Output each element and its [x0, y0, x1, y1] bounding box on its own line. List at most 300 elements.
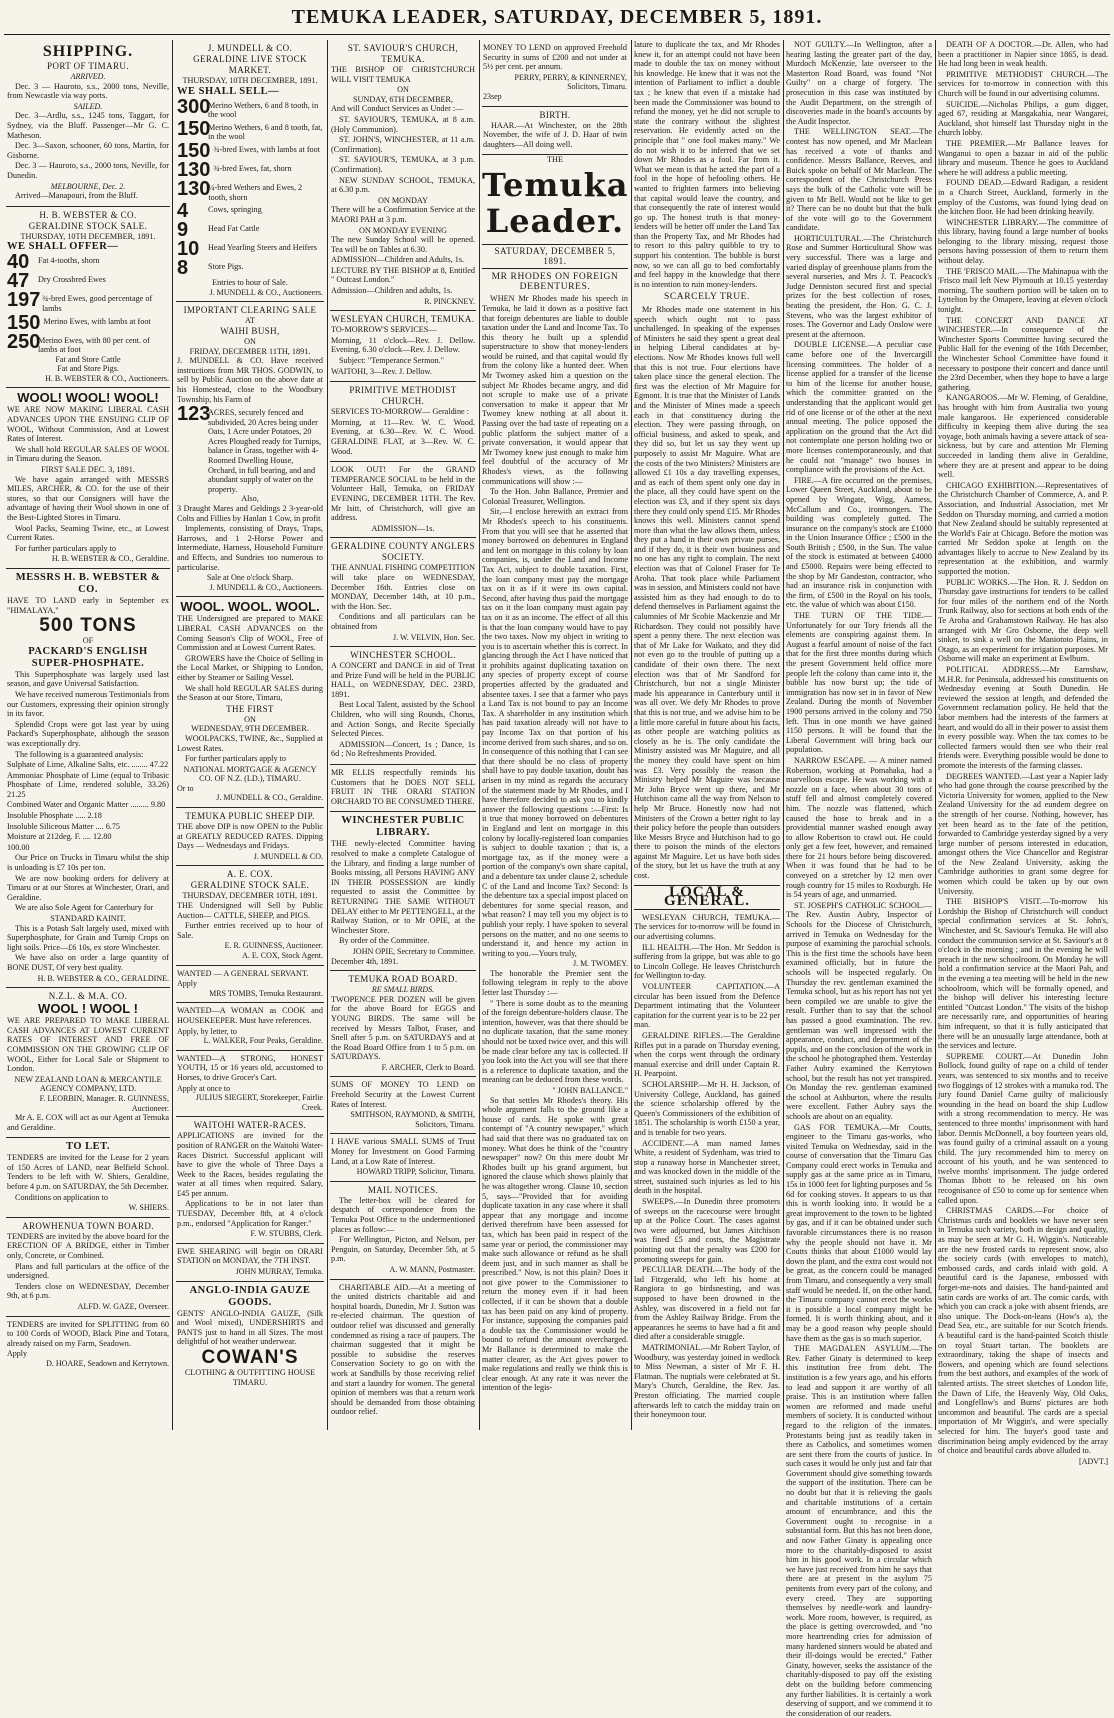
ad-heading: TO LET. [66, 1141, 110, 1153]
ad-body: We shall hold REGULAR SALES during the Season at our Store, Timaru, [177, 683, 323, 703]
ad-body: I HAVE various SMALL SUMS of Trust Money for Investment on Good Farming Land, at a Low Rate of Interest. [331, 1137, 475, 1166]
analysis-line: Combined Water and Organic Matter ......... 9.80 [7, 800, 166, 810]
tonnage-heading: 500 TONS [39, 615, 137, 637]
wanted-youth-ad [176, 1051, 324, 1118]
editorial-section [482, 155, 628, 1393]
ad-body: 3 Draught Mares and Geldings 2 3-year-old Colts and Fillies by Hanlan 1 Cow, in profit [177, 504, 323, 523]
ad-heading: WINCHESTER PUBLIC LIBRARY. [341, 815, 465, 839]
ad-body: We have again arranged with MESSRS MILES, ARCHER, & CO. for the use of their stores, so that our Consigners will have the advantage of having their Wool shown in one of the Best-Lighted Stores in Timaru. [7, 474, 169, 522]
sale-lot [7, 291, 169, 313]
ad-signature: L. WALKER, Four Peaks, Geraldine. [203, 1036, 323, 1046]
news-paragraph: ST. JOSEPH'S CATHOLIC SCHOOL.—The Rev. Austin Aubry, Inspector of Schools for the Diocese of Christchurch, arrived in Temuka on Wednesday for the purpose of examining the parochial schools. This is the first time the schools have been examined officially, but in future the schools will be inspected regularly. On Thursday the rev. gentleman examined the Temuka school, but as his report has not yet been compiled we are unable to give the result. Further than to say that the school has passed a good examination. The rev. gentleman was well impressed with the appearance, conduct, and deportment of the pupils, and on the conclusion of the work in the school he photographed them. Yesterday Father Aubry examined the Kerrytown school, but the result has not yet transpired. On Monday the rev. gentleman examined the school at Ashburton, where the results were excellent. Father Aubry says the schools are about on an equality. [786, 900, 932, 1121]
lot-description: Head Fat Cattle [208, 224, 260, 234]
letter-signature: J. M. TWOMEY. [572, 959, 628, 969]
sale-date: THURSDAY, 10TH DECEMBER, 1891. [182, 76, 318, 85]
sale-lot [177, 177, 323, 202]
lot-count: 40 [7, 251, 30, 274]
ad-body: We have received numerous Testimonials from our Customers, expressing their opinion strongly in its favor. [7, 689, 169, 719]
ad-body: This is a Potash Salt largely used, mixed with Superphosphate, for Grain and Turnip Crops on light soils. Price—£6 10s, ex store Winchester. [7, 923, 169, 952]
on-label: ON [397, 85, 409, 95]
product-heading: STANDARD KAINIT. [50, 914, 126, 923]
news-paragraph: NARROW ESCAPE. — A miner named Robertson, working at Pomahaka, had a marvellous escape. He was working with a nozzle on a face, when about 30 tons of stuff fell and almost completely covered him. The nozzle was flattened, which caused the hose to break and in a providential manner washed enough away to allow Robertson to crawl out. He could only get a few feet, however, and remained there for 21 hours before being discovered. When it was found that he had to be conveyed on a stretcher by 12 men over rough country for 15 miles to Roxburgh. He is 54 years of age, and unmarried. [786, 755, 932, 900]
article-paragraph: WHEN Mr Rhodes made his speech in Temuka, he laid it down as a positive fact that foreign debentures are liable to double taxation under the Land and Income Tax. To this theory he built up a splendid superstructure to show that money-lenders would be ruined, and that capital would fly from the colony like a hunted deer. When Mr Twomey asked him a question on the subject Mr Rhodes became angry, and did not scruple to make use of a private conversation to make it appear that Mr Twomey knew nothing at all about it. Passing over the bad taste of repeating on a public platform the subject matter of a private conversation, it would appear that Mr Twomey knew just enough to make him feel doubtful of the accuracy of Mr Rhodes's views, as the following communications will show :— [482, 294, 628, 486]
ad-body: GENTS' ANGLO-INDIA GAUZE, (Silk and Wool mixed), UNDERSHIRTS and PANTS just to hand in all Sizes. The most delightful of hot weather underwear. [177, 1308, 323, 1347]
ad-body: ADMISSION—Concert, 1s ; Dance, 1s 6d ; No Refreshments Provided. [331, 739, 475, 759]
ad-body: THE above DIP is now OPEN to the Public at GREATLY REDUCED RATES. Dipping Days — Wednesdays and Fridays. [177, 822, 323, 851]
lot-description: ¼-bred Wethers and Ewes, 2 tooth, shorn [208, 182, 303, 202]
clearing-sale-ad [176, 302, 324, 597]
mundell-wool-ad [176, 597, 324, 808]
service-entry: ST. SAVIOUR'S, TEMUKA, at 8 a.m. (Holy Communion). [331, 114, 475, 134]
news-paragraph: VOLUNTEER CAPITATION.—A circular has been issued from the Defence Department intimating that the Volunteer capitation for the current year is to be 22 per man. [634, 982, 780, 1030]
ad-body: WE ARE PREPARED TO MAKE LIBERAL CASH ADVANCES AT LOWEST CURRENT RATES OF INTEREST AND FREE OF COMMISSION ON THE GROWING CLIP OF WOOL, Either for Local Sale or Shipment to London. [7, 1016, 169, 1074]
ad-body: Our Price on Trucks in Timaru whilst the ship is unloading is £7 10s per ton. [7, 853, 169, 873]
notice-date: December 4th, 1891. [331, 956, 399, 966]
admission-line: ADMISSION—Children and Adults, 1s. [331, 255, 465, 265]
mundell-livestock-ad [176, 40, 324, 302]
company-name: NEW ZEALAND LOAN & MERCANTILE AGENCY COMPANY, LTD. [14, 1074, 162, 1094]
entries-note: Entries to hour of Sale. [212, 278, 288, 288]
ad-body: THE Undersigned are prepared to MAKE LIBERAL CASH ADVANCES on the Coming Season's Clip of WOOL, Free of Commission and at Lowest Current Rates. [177, 614, 323, 653]
ad-body: And will Conduct Services as Under :— [331, 104, 464, 114]
port-heading: PORT OF TIMARU. [47, 61, 129, 71]
article-paragraph: So that settles Mr Rhodes's theory. His whole argument falls to the ground like a house of cards. He spoke with great contempt of "A country newspaper," which had said that there was no graduated tax on money. What does he think of the "country newspaper" now? On this mere doubt Mr Rhodes built up his grand argument, but ignored the clause which shows plainly that he was altogether wrong. Clause 10, section 5, says—"Provided that for avoiding duplicate taxation in any case where it shall appear that any mortgage and income derived therefrom have been assessed for tax, which has been paid in respect of the same year or period, the commissioner may make such allowance or refund as he shall deem just, and in such manner as shall be prescribed." Now, is not this plain? Does it not give power to the Commissioner to return the money even if it had been collected, if it can be shown that a double tax has been paid on any kind of property. For instance, supposing the companies paid a double tax the Commissioner would be bound to refund the amount overcharged. Mr Ballance is determined to make the matter clearer, as the Act gives power to make regulations and really we think this is clear enough. At any rate it was never the intention of the legis- [482, 1095, 628, 1393]
phosphate-ad [6, 569, 170, 988]
ad-heading: N.Z.L. & M.A. CO. [48, 991, 128, 1002]
sale-date: THURSDAY, 10TH DECEMBER, 1891. [20, 231, 156, 241]
sale-lot [7, 253, 169, 272]
ad-heading: MAIL NOTICES. [367, 1184, 439, 1195]
lot-count: 9 [177, 219, 189, 242]
article-heading: SCARCELY TRUE. [663, 292, 751, 303]
ad-body: Applications to be in not later than TUESDAY, December 8th, at 4 o'clock p.m., endorsed "Application for Ranger." [177, 1199, 323, 1228]
sale-time: Sale at One o'clock Sharp. [206, 573, 294, 583]
nzl-wool-ad [6, 988, 170, 1138]
analysis-line: Moisture at 212deg. F. .... 12.80 [7, 832, 112, 842]
ad-heading: TEMUKA ROAD BOARD. [348, 974, 458, 985]
ad-body: WOOLPACKS, TWINE, &c., Supplied at Lowest Rates. [177, 733, 323, 753]
sale-date: FRIDAY, DECEMBER 11TH, 1891. [189, 346, 311, 356]
store-name: COWAN'S [201, 1347, 299, 1368]
news-paragraph: POLITICAL ADDRESS.—Mr Earnshaw, M.H.R. for Peninsula, addressed his constituents on Wednesday evening at South Dunedin. He reviewed the session at length, and defended the Government reclamation policy. He held that the labor members had the interests of the farmers at heart, and would do all in their power to assist them in every possible way. When the tax comes to be collected farmers would then see who their real friends were. Everything possible would be done to promote the interests of the farming classes. [938, 665, 1108, 770]
sale-lot [177, 405, 323, 494]
news-paragraph: ACCIDENT.—A man named James White, a resident of Sydenham, was tried to stop a runaway horse in Manchester street, and was knocked down in the middle of the street, sustained such injuries as led to his death in the hospital. [634, 1138, 780, 1196]
sailing-entry: Dec. 3—Saxon, schooner, 60 tons, Martin, for Gisborne. [7, 141, 169, 160]
column-5 [634, 40, 780, 1432]
shipping-title: SHIPPING. [42, 43, 134, 60]
lot-count: 47 [7, 270, 30, 293]
sheep-dip-ad [176, 808, 324, 866]
sale-lead: WE SHALL SELL— [177, 85, 280, 97]
news-paragraph: SWEEPS.—In Dunedin three promoters of sweeps on the racecourse were brought up at the Police Court. The cases against two were adjourned, but James Aitchison was fined £5 and costs, the Magistrate pointing out that the penalty was £200 for promoting sweeps for gain. [634, 1197, 780, 1264]
sale-lot [7, 330, 169, 355]
ad-body: HAAR.—At Winchester, on the 28th November, the wife of J. D. Haar of twin daughters—All doing well. [483, 120, 627, 149]
admission-line: Admission—Children and adults, 1s. [331, 286, 453, 296]
ad-body: Conditions on application to [15, 1192, 109, 1202]
news-paragraph: GAS FOR TEMUKA.—Mr Coutts, engineer to the Timaru gas-works, who visited Temuka on Wednesday, said in the course of conversation that the Timaru Gas Company could erect works in Temuka and supply gas at the same price as in Timaru, 15s in 1000 feet for lighting purposes and 5s 6d for cooking stoves. It appears to us that this is worth looking into. It would be a great improvement to the town to be lighted by gas, and if it can be obtained under such favorable circumstances there is no reason why the people should not have it. Mr Coutts thinks that about £1000 would lay down the plant, and the extra cost would not be great, as the concern could be managed from Timaru, and consequently a very small staff would be needed. If, on the other hand, the Timaru company cannot erect the works it is possible a local company might be formed. It is worth thinking about, and it may be a good reason why people should have them as the gas is so much superior. [786, 1122, 932, 1343]
column-rule [631, 40, 632, 1430]
ad-body: The new Sunday School will be opened. Tea will be on Tables at 6.30. [331, 235, 475, 254]
ad-body: J. MUNDELL & CO. Have received instructions from MR THOS. GODWIN, to sell by Public Auction on the above date at his Homestead, close to the Woodbury Township, his Farm of [177, 356, 323, 404]
ad-signature: F. W. STUBBS, Clerk. [250, 1229, 323, 1239]
birth-notice [482, 107, 628, 156]
ad-body: TWOPENCE PER DOZEN will be given for the above Board for EGGS and YOUNG BIRDS. The same will be received by Messrs Talbot, Fraser, and Snell after 5 p.m. on SATURDAYS and at the Road Board Office from 1 to 5 p.m. on SATURDAYS. [331, 994, 475, 1062]
ad-signature: J. MUNDELL & CO., Geraldine. [216, 793, 323, 803]
sale-lot [177, 202, 323, 221]
the-label: THE [547, 155, 563, 165]
mail-notices [330, 1182, 476, 1280]
advertisement-marker: [ADVT.] [1079, 1456, 1108, 1466]
ad-signature: SMITHSON, RAYMOND, & SMITH, Solicitors, Timaru. [350, 1110, 475, 1129]
masthead: TEMUKA LEADER, SATURDAY, DECEMBER 5, 1891. [291, 6, 823, 28]
ad-body: APPLICATIONS are invited for the position of RANGER on the Waitohi Water-Races District. Successful applicant will have to give the whole of Three Days a Week to the Races, besides regulating the water at all times when required. Salary, £45 per annum. [177, 1131, 323, 1198]
ad-body: Plans and full particulars at the office of the undersigned. [7, 1261, 169, 1281]
webster-stock-sale-ad [6, 207, 170, 389]
ad-body: Tenders close on WEDNESDAY, December 9th, at 6 p.m. [7, 1281, 169, 1301]
newspaper-title: Temuka Leader. [482, 165, 629, 240]
ad-body: Splendid Crops were got last year by using Packard's Superphosphate, although the season was exceptionally dry. [7, 719, 169, 748]
ad-body: By order of the Committee. [339, 936, 430, 946]
on-label: ON [244, 714, 256, 724]
news-paragraph: THE 'FRISCO MAIL.—The Mahinapua with the 'Frisco mail left New Plymouth at 10.15 yesterday morning. The southern portion will be taken on to Lyttelton by the Omapere, leaving at eleven o'clock tonight. [938, 266, 1108, 315]
first-label: THE FIRST [226, 703, 274, 714]
ad-body: We shall hold REGULAR SALES OF WOOL in Timaru during the Season. [7, 444, 169, 464]
ad-body: THE newly-elected Committee having resolved to make a complete Catalogue of the Library, and finding a large number of Books missing, all Persons HAVING ANY IN THEIR POSSESSION are kindly requested to assist the Committee by RETURNING THE SAME WITHOUT DELAY either to Mr PETTENGELL, at the Railway Station, or to Mr OPIE, at the Winchester Store. [331, 839, 475, 935]
lot-count: 130 [177, 158, 211, 181]
ad-signature: J. W. VELVIN, Hon. Sec. [392, 632, 475, 642]
lot-description: Store Pigs. [208, 262, 244, 272]
analysis-line: Sulphate of Lime, Alkaline Salts, etc. ........ 47.22 [7, 760, 169, 770]
ad-body: SERVICES TO-MORROW— Geraldine : [331, 407, 469, 417]
arrival-entry: Dec. 3 — Hauroto, s.s., 2000 tons, Neville, from Newcastle via way ports. [7, 81, 169, 101]
apply-label: Apply [177, 979, 197, 989]
to-let-ad [6, 1138, 170, 1218]
ad-body: The letter-box will be cleared for despatch of correspondence from the Temuka Post Office to the undermentioned places as follow:— [331, 1195, 475, 1234]
news-paragraph: MATRIMONIAL.—Mr Robert Taylor, of Woodbury, was yesterday joined in wedlock to Miss Newman, a sister of Mr F. H. Flatman. The nuptials were celebrated at St. Mary's Church, Geraldine, the Rev. Jas. Preston officiating. The married couple afterwards left to catch the midday train on their honeymoon tour. [634, 1342, 780, 1420]
sale-lead: WE SHALL OFFER— [7, 241, 119, 253]
ad-signature: PERRY, PERRY, & KINNERNEY, Solicitors, Timaru. [514, 72, 627, 92]
ad-subheading: GERALDINE STOCK SALE. [190, 880, 310, 891]
ad-body: Further entries received up to hour of Sale. [177, 921, 323, 940]
ad-body: The following is a guaranteed analysis: [15, 749, 144, 759]
ad-signature: W. SHIERS. [128, 1203, 169, 1213]
ad-heading: WOOL! WOOL! WOOL! [17, 390, 159, 406]
ad-body: We are also Sole Agent for Canterbury for [15, 903, 154, 913]
news-paragraph: FIRE.—A fire occurred on the premises, Lower Queen Street, Auckland, about to be opened by Wingate, Wigg, Aamess, McCallum and Co., ironmongers. The building was completely gutted. The insurance on the company's stock are £1000 in the Union Insurance Office ; £500 in the South British ; £500, in the Sun. The value of the stock is estimated at between £4000 and £5000. Repairs were being effected to the shop by Mr Gandeston, contractor, who had an insurance risk in conjunction with the firm, of £500 in the Royal on his tools, etc. the value of which was about £150. [786, 475, 932, 610]
sale-date: THURSDAY, DECEMBER 10TH, 1891. [182, 891, 318, 901]
lot-count: 197 [7, 289, 41, 312]
ad-body: Best Local Talent, assisted by the School Children, who will sing Rounds, Chorus, and Action Songs, and Recite Specially Selected Pieces. [331, 700, 475, 739]
ad-body: TENDERS are invited for SPLITTING from 60 to 100 Cords of WOOD, Black Pine and Totara, already raised on my Farm, Seadown. [7, 1319, 169, 1348]
ad-subheading: GERALDINE STOCK SALE. [28, 220, 148, 231]
apply-label: Apply [7, 1349, 27, 1359]
ad-signature: E. R. GUINNESS, Auctioneer. [224, 941, 323, 951]
column-2 [176, 40, 324, 1432]
news-paragraph: NOT GUILTY.—In Wellington, after a hearing lasting the greater part of the day, Murdoch McKenzie, late overseer to the Masterton Road Board, was found "Not Guilty" on a charge of forgery. The prosecution in this case was instituted by the Audit Department, on the strength of discoveries made in the board's accounts by the Audit Inspector. [786, 40, 932, 126]
event-subheading: ON MONDAY EVENING [358, 225, 448, 235]
service-entry: Morning, at 11—Rev. W. C. Wood. Evening, at 6.30—Rev. W. C. Wood. GERALDINE FLAT, at 3—Rev. W. C. Wood. [331, 417, 475, 456]
ad-heading: WINCHESTER SCHOOL. [350, 650, 456, 661]
lot-description: ¾-bred Ewes, fat, shorn [213, 163, 292, 173]
telegram-signature: " JOHN BALLANCE." [552, 1086, 628, 1095]
analysis-total: 100.00 [7, 842, 30, 852]
sale-lot [177, 95, 323, 120]
local-general-heading: LOCAL & GENERAL. [634, 885, 780, 910]
news-paragraph: THE WELLINGTON SEAT.—The contest has now opened, and Mr Maclean has received a vote of thanks and confidence. Messrs Ballance, Reeves, and Buick spoke on behalf of Mr Maclean. The correspondent of the Christchurch Press says the bulk of the Catholic vote will be given to Mr Bell. Would not be like to get it? There can be no doubt but that the bulk of the vote will go to the Government candidate. [786, 127, 932, 233]
ad-body: TO-MORROW'S SERVICES— [331, 325, 437, 335]
ad-subheading: GERALDINE LIVE STOCK MARKET. [193, 54, 307, 75]
lot-count: 150 [177, 117, 211, 140]
editorial-dateline: SATURDAY, DECEMBER 5, 1891. [482, 244, 628, 269]
gauze-goods-ad [176, 1282, 324, 1392]
ad-reference: 23sep [483, 91, 502, 101]
lot-count: 8 [177, 257, 189, 280]
church-visit-notice [330, 40, 476, 311]
ad-signature: JOHN MURRAY, Temuka. [235, 1267, 323, 1277]
shearing-ad [176, 1244, 324, 1282]
ellis-notice [330, 765, 476, 812]
analysis-line: Insoluble Siliceous Matter .... 6.75 [7, 821, 121, 831]
town-board-ad [6, 1218, 170, 1317]
ad-body: HAVE TO LAND early in September ex "HIMALAYA," [7, 595, 169, 615]
service-entry: ST. JOHN'S, WINCHESTER, at 11 a.m. (Confirmation). [331, 135, 475, 154]
ad-signature: H. B. WEBSTER & CO., Geraldine. [51, 554, 169, 564]
lot-description: ¾-bred Ewes, with lambs at foot [213, 144, 321, 154]
lot-count: 300 [177, 95, 211, 118]
on-label: ON [244, 336, 256, 346]
lot-description: Merino Wethers, 6 and 8 tooth, in the wool [208, 100, 319, 120]
ad-body: There will be a Confirmation Service at the MAORI PAH at 3 p.m. [331, 205, 475, 224]
ad-body: THE Undersigned will Sell by Public Auction— CATTLE, SHEEP, and PIGS. [177, 901, 323, 920]
news-paragraph: THE PREMIER.—Mr Ballance leaves for Wanganui to open a bazaar in aid of the public library and museum. Thence he goes to Auckland where he will address a public meeting. [938, 138, 1108, 177]
cox-stock-sale-ad [176, 866, 324, 965]
lot-count: 150 [177, 139, 211, 162]
news-item [330, 1280, 476, 1422]
ad-signature: R. PINCKNEY. [424, 296, 475, 306]
ad-heading: PRIMITIVE METHODIST CHURCH. [349, 385, 457, 407]
ad-signature: MRS TOMBS, Temuka Restaurant. [209, 988, 323, 998]
ad-heading: A. E. COX. [226, 869, 274, 880]
ad-subheading: RE SMALL BIRDS. [371, 985, 435, 995]
column-7 [938, 40, 1108, 1466]
lecture-line: LECTURE BY THE BISHOP at 8, Entitled " Outcast London." [331, 265, 475, 285]
article-paragraph: " There is some doubt as to the meaning of the foreign debenture-holders clause. The intention, however, was that there should be no duplicate taxation, that the same money should not be taxed twice over, and this will be made clear before any tax is collected. If you look into the Act you will see that there is a reference to duplicate taxation, and the meaning can be deduced from these words. [482, 998, 628, 1085]
news-paragraph: THE MAGDALEN ASYLUM.—The Rev. Father Ginaty is determined to keep this institution free from debt. The institution is a few years ago, and his efforts to lead and support it are worthy of all praise. This is an institution where fallen women are reformed and made useful members of society. It is conducted without regard to the religion of the inmates. Protestants being just as readily taken in there as Catholics, and sometimes women are sent there from the courts of justice. In such cases it would be only just and fair that Government should give something towards the support of the institution. There can be no doubt but that it is relieving the gaols and charitable institutions of a certain amount of encumbrance, and this the Government ought to recognise in a substantial form. But this has not been done, and now Father Ginaty is appealing once more to the charitably-disposed to assist him in his good work. In a circular which we have just received from him he says that there are at present in the asylum 75 penitents from every part of the colony, and every creed. They are supporting themselves by needle-work and laundry-work. More room, however, is required, as the place is getting overcrowded, and "no more heartrending cries for admission of many hardened sinners would be abated and their ill-doings would be erected." Father Ginaty, however, seeks the assistance of the charitably-disposed to pay off the existing debt on the building before commencing any further liabilities. It is certainly a work deserving of support, and we commend it to the consideration of our readers. [786, 1344, 932, 1718]
news-paragraph: CHARITABLE AID.—At a meeting of the united districts charitable aid and hospital boards, Dunedin, Mr J. Sutton was re-elected chairman. The question of outdoor relief was discussed and generally condemned as rising a race of paupers. The chairman suggested that it might be possible to subsidise the reserves Conservation Society to go on with the work at Sandhills by those receiving relief and start a laundry for women. The general opinion of members was that a return work should be demanded from those obtaining outdoor relief. [331, 1282, 475, 1417]
sale-lot [177, 259, 323, 278]
ad-signature: F. LEORBIN, Manager. R. GUINNESS, Auctioneer. [39, 1093, 169, 1113]
news-paragraph: DEGREES WANTED.—Last year a Napier lady who had gone through the course prescribed by the Victoria University for women, applied to the New Zealand University for the ad eundem degree on the strength of her course. Nothing, however, has yet been heard as to the fate of the petition, forwarded to Cambridge yesterday signed by a very large number of persons interested in education, amongst others the Vice Chancellor and Registrar of the New Zealand University, asking the Cambridge authorities to grant some degree for women which could be taken up by our own University. [938, 771, 1108, 896]
lot-description: Cows, springing [208, 205, 262, 215]
event-date: SUNDAY, 6TH DECEMBER, [352, 94, 454, 104]
column-rule [479, 40, 480, 1430]
ad-heading: H. B. WEBSTER & CO. [39, 209, 137, 220]
event-subheading: ON MONDAY [378, 195, 428, 205]
analysis-line: Insoluble Phosphate ..... 2.18 [7, 811, 102, 821]
news-paragraph: DEATH OF A DOCTOR.—Dr. Allen, who had been a practitioner in Napier since 1865, is dead. He had long been in weak health. [938, 40, 1108, 69]
ad-heading: GERALDINE COUNTY ANGLERS SOCIETY. [331, 541, 475, 563]
primitive-methodist-notice [330, 382, 476, 462]
column-rule [327, 40, 328, 1430]
article-paragraph: To the Hon. John Ballance, Premier and Colonial Treasurer, Wellington. [482, 487, 628, 506]
news-paragraph: PUBLIC WORKS.—The Hon. R. J. Seddon on Thursday gave instructions for tenders to be called for four miles of the northern end of the North Trunk Railway, also for sections at both ends of the Te Aroha and Grahamstown Railway. He has also arranged with Mr Gro Osborne, the deep well sinker, to sink a well on the Maniototo Plains, in Otago, as an experiment for irrigation purposes. Mr Osborne will make an experiment at Ewlburn. [938, 577, 1108, 664]
arrived-label: ARRIVED. [70, 72, 106, 81]
melbourne-dateline: MELBOURNE, Dec. 2. [50, 181, 126, 191]
news-paragraph: WESLEYAN CHURCH, TEMUKA.—The services for to-morrow will be found in our advertising columns. [634, 912, 780, 942]
trust-money-ad [330, 1134, 476, 1181]
ad-signature: H. B. WEBSTER & CO., GERALDINE. [37, 973, 169, 983]
lot-count: 123 [177, 403, 211, 426]
ad-body: Conditions and all particulars can be obtained from [331, 612, 475, 631]
news-paragraph: KANGAROOS.—Mr W. Fleming, of Geraldine, has brought with him from Australia two young male kangaroos. He experienced considerable difficulty in keeping them alive during the sea voyage, both animals having a severe attack of sea-sickness, but by care and attention Mr Fleming succeeded in landing them alive in Geraldine, where they are at present and appear to be doing well. [938, 393, 1108, 480]
news-paragraph: WINCHESTER LIBRARY.—The committee of this library, having found a large number of books belonging to the library missing, request those persons having possession of them to return them without delay. [938, 217, 1108, 266]
melbourne-entry: Arrived—Manapouri, from the Bluff. [15, 191, 138, 201]
article-heading: MR RHODES ON FOREIGN DEBENTURES. [491, 272, 619, 292]
sale-lot [177, 117, 323, 142]
ad-body: EWE SHEARING will begin on ORARI STATION on MONDAY, the 7TH INST. [177, 1246, 323, 1266]
ad-body: TENDERS are invited for the Lease for 2 years of 150 Acres of LAND, near Belfield School. Tenders to be left with W. Shiers, Geraldine, before 4 p.m. on SATURDAY, the 5th December. [7, 1153, 169, 1192]
store-subtitle: CLOTHING & OUTFITTING HOUSE TIMARU. [184, 1368, 316, 1387]
news-paragraph: CHICAGO EXHIBITION.—Representatives of the Christchurch Chamber of Commerce, A. and P. Association, and Industrial Association, met Mr Seddon on Thursday morning, and carried a motion that New Zealand should be suitably represented at the World's Fair at Chicago. Before the motion was carried Mr Seddon spoke at length on the advantages likely to accrue to New Zealand by its representation at the exhibition, and warmly supported the motion. [938, 480, 1108, 577]
article-paragraph: The honorable the Premier sent the following telegram in reply to the above letter last Thursday :— [482, 968, 628, 998]
lot-description: Head Yearling Steers and Heifers [208, 243, 317, 253]
ad-body: THE ANNUAL FISHING COMPETITION will take place on WEDNESDAY, December 16th. Entries close on MONDAY, December 14th, at 10 p.m., with the Hon. Sec. [331, 563, 475, 611]
ad-body: This Superphosphate was largely used last season, and gave Universal Satisfaction. [7, 669, 169, 689]
ad-body: GROWERS have the Choice of Selling in the Local Market, or Shipping to London, either by Steamer or Sailing Vessel. [177, 653, 323, 682]
column-rule [783, 40, 784, 1430]
ad-signature: J. MUNDELL & CO., Auctioneers. [209, 582, 323, 592]
news-paragraph: DOUBLE LICENSE.—A peculiar case came before one of the Invercargill licensing committees. The holder of a license applied for a transfer of the license to him of the license for another house, which the committee granted on the understanding that the applicant would get rid of one license or of the other at the next annual meeting. The police opposed the application on the ground that the Act did not contemplate one person holding two or more licenses contemporaneously, and that he could not "manage" two houses in compliance with the provisions of the Act. [786, 340, 932, 475]
column-rule [935, 40, 936, 1430]
ad-body: TENDERS are invited by the above board for the ERECTION OF A BRIDGE, either in Timber only, Concrete, or Combined. [7, 1231, 169, 1261]
ad-heading: J. MUNDELL & CO. [207, 43, 293, 53]
apply-label: Apply, by letter, to [177, 1026, 237, 1036]
ad-body: We have also on order a large quantity of BONE DUST, Of very best quality. [7, 953, 169, 972]
lot-count: 250 [7, 330, 41, 353]
ad-heading: IMPORTANT CLEARING SALE [183, 305, 317, 316]
service-entry: Morning, 11 o'clock—Rev. J. Dellow. Evening, 6.30 o'clock—Rev. J. Dellow. [331, 335, 475, 355]
news-paragraph: ILL HEALTH.—The Hon. Mr Seddon is suffering from la grippe, but was able to go to Lincoln College. He leaves Christchurch for Wellington to-day. [634, 942, 780, 981]
lot-description: ACRES, securely fenced and subdivided, 20 Acres being under Oats, 1 Acre under Potatoes, 20 Acres Ploughed ready for Turnips, balance in Grass, together with 4-Roomed Dwelling House, Orchard, in full bearing, and and abundant supply of water on the property. [208, 408, 322, 494]
news-paragraph: GERALDINE RIFLES.—The Geraldine Rifles put in a parade on Thursday evening, when the corps went through the ordinary manual exercise and drill under Captain R. H. Pearpoint. [634, 1030, 780, 1079]
ad-body: For further particulars apply to [185, 754, 286, 764]
lot-description: Merino Ewes, with lambs at foot [43, 316, 151, 326]
sailing-entry: Dec. 3 — Hauroto, s.s., 2000 tons, Neville, for Dunedin. [7, 161, 169, 180]
library-notice [330, 812, 476, 971]
news-paragraph: PRIMITIVE METHODIST CHURCH.—The services for to-morrow in connection with this Church will be found in our advertising columns. [938, 69, 1108, 98]
at-label: AT [244, 316, 255, 326]
ad-body: Mr A. E. COX will act as our Agent at Temuka and Geraldine. [7, 1113, 169, 1132]
admission-line: ADMISSION—1s. [371, 523, 435, 533]
ad-signature: JOHN OPIE, Secretary to Committee. [352, 946, 475, 956]
ad-signature: ALFD. W. GAZE, Overseer. [77, 1302, 169, 1311]
column-rule [172, 40, 173, 1430]
money-lending-ad [330, 1077, 476, 1134]
lot-count: 130 [177, 177, 211, 200]
ad-signature: A. W. MANN, Postmaster. [389, 1264, 475, 1274]
wanted-cook-ad [176, 1003, 324, 1050]
masthead-rule [4, 34, 1110, 35]
service-entry: NEW SUNDAY SCHOOL, TEMUKA, at 6.30 p.m. [331, 175, 475, 195]
lot-description: Fat and Store Cattle [55, 354, 121, 364]
ad-body: WANTED—A WOMAN as COOK and HOUSEKEEPER. Must have references. [177, 1006, 323, 1025]
ad-heading: MESSRS H. B. WEBSTER & CO. [15, 571, 161, 595]
temperance-social-ad [330, 462, 476, 538]
service-entry: ST. SAVIOUR'S, TEMUKA, at 3 p.m. (Confirmation). [331, 155, 475, 174]
ad-signature: A. E. COX, Stock Agent. [242, 951, 323, 960]
ad-body: MONEY TO LEND on approved Freehold Security in sums of £200 and not under at 5½ per cent. per annum. [483, 43, 627, 72]
lot-description: Fat 4-tooths, shorn [38, 256, 100, 266]
article-paragraph: Mr Rhodes made one statement in his speech which ought not to pass unchallenged. In speaking of the expenses of Ministers he said they spent a great deal in helping Liberal candidates at by-elections. Now Mr Rhodes knows full well that this is not true. Four elections have taken place since the general election. The first was the election of Mr Maguire for Egmont. It is true that the Minister of Lands and the Minister of Mines made a speech each in that constituency during the election. They were passing through, on official business, and asked to speak, and they did so, but let us say they went up purposely to assist Mr Maguire. What are the costs of the two Ministers? Ministers are allowed £1 10s a day travelling expenses, and as each of them spent only one day in the place, all they could have spent on the election was £3, and if they spent six days there they could only spend £15. Mr Rhodes knows this well. Ministers cannot spend more than what the law allows them, unless they put a hand in their own private purses, and if they do, it is their own business and no one has any right to complain. The next election was that of Colonel Fraser for Te Aroha. That took place while Parliament was in session, and Ministers could not have assisted him as they had enough to do to defend themselves in Parliament against the calumnies of Mr Scobie Mackenzie and Mr Richardson. They could not possibly have spent a penny there. The next election was that of Mr Lake for Waikato, and they did not even go to the trouble of putting up a candidate of their own there. The next election was that of Mr Sandford for Christchurch, but not a single Minister made his appearance in Canterbury until it was all over. We defy Mr Rhodes to prove that this is not true, and we advise him to be a little more careful in future about his facts, as other people are watching politics as closely as he is. The only candidate the Ministry assisted was Mr Maguire, and all the money they could have spent on him was £3. Very possibly the reason the Ministry helped Mr Maguire was because Mr John Bryce went up there, and Mr Hutchison came all the way from Nelson to help Mr Bruce. Honestly now had not Ministers of the Crown a better right to lay their policy before the people than outsiders like Messrs Bryce and Hutchison had to go there to poison the minds of the electors against Mr Maguire. Let us have both sides of the story, but let us have the truth at any cost. [634, 305, 780, 881]
apply-label: Apply at once to [177, 1083, 231, 1093]
sailed-label: SAILED. [73, 101, 103, 111]
ad-body: For Wellington, Picton, and Nelson, per Penguin, on Saturday, December 5th, at 5 p.m. [331, 1235, 475, 1264]
lot-count: 10 [177, 238, 200, 261]
ad-heading: BIRTH. [539, 109, 571, 120]
company-name: NATIONAL MORTGAGE & AGENCY CO. OF N.Z. (LD.), TIMARU. [183, 764, 317, 784]
sale-lot [7, 311, 169, 334]
webster-wool-ad [6, 388, 170, 569]
ad-signature: HOWARD TRIPP, Solicitor, Timaru. [356, 1167, 475, 1177]
lot-count: 150 [7, 311, 41, 334]
news-paragraph: PECULIAR DEATH.—The body of the lad Fitzgerald, who left his home at Rangiora to go birdsnesting, and was supposed to have been drowned in the Ashley, was discovered in a field not far from the Ashley Railway Bridge. From the appearances he seems to have had a fit and died after a considerable struggle. [634, 1265, 780, 1342]
lot-description: Fat and Store Pigs. [57, 364, 119, 374]
wanted-servant-ad [176, 966, 324, 1004]
lot-description: Dry Crossbred Ewes [38, 275, 106, 285]
news-paragraph: SCHOLARSHIP.—Mr H. H. Jackson, of University College, Auckland, has gained the science scholarship offered by the Queen's Commissioners of the exhibition of 1851. The scholarship is worth £150 a year, and is tenable for two years. [634, 1079, 780, 1137]
ad-heading: WOOL. WOOL. WOOL. [180, 599, 320, 615]
news-paragraph: THE BISHOP'S VISIT.—To-morrow his Lordship the Bishop of Christchurch will conduct special confirmation services at St. John's, Winchester, and St. Saviour's Temuka. He will also conduct the communion service at St. Saviour's at 8 o'clock in the morning ; and in the evening he will preach in the new schoolroom. On Monday he will hold a confirmation service at the Maori Pah, and in the evening a tea meeting will be held in the new schoolroom, which will be formally opened, and the bishop will deliver his interesting lecture entitled "Outcast London." The visits of the bishop are necessarily rare, and opportunities of hearing him infrequent, so that it is fully anticipated that there will be an unusually large attendance, both at the services and lecture. [938, 897, 1108, 1051]
news-paragraph: SUICIDE.—Nicholas Philips, a gum digger, aged 67, residing at Mangakahia, near Wangarei, Auckland, shot himself last Thursday night in the church lobby. [938, 99, 1108, 138]
news-paragraph: HORTICULTURAL.—The Christchurch Rose and Summer Horticultural Show was very successful. There was a large and varied display of greenhouse plants from the several nurseries, and Mrs J. T. Peacock's Judge Denniston secured first and special prizes for the best collection of roses, beating the president, the Hon. G. C. J. Stevens, who was the largest exhibitor of roses. The Governor and Lady Onslow were present at the afternoon. [786, 233, 932, 339]
ad-body: For further particulars apply to [15, 543, 116, 553]
ad-heading: WOOL ! WOOL ! [38, 1001, 138, 1017]
splitting-ad [6, 1317, 170, 1373]
water-races-ad [176, 1117, 324, 1244]
ad-heading: TEMUKA PUBLIC SHEEP DIP. [185, 811, 315, 822]
column-1 [6, 40, 170, 1432]
anglers-ad [330, 538, 476, 647]
ad-heading: WAITOHI WATER-RACES. [193, 1120, 307, 1131]
ad-signature: JULIUS SIEGERT, Storekeeper, Fairlie Creek. [195, 1093, 323, 1112]
article-paragraph: lature to duplicate the tax, and Mr Rhodes knew it, for an attempt could not have been made to double the tax on money without his knowledge. He knew that it was not the intention of Parliament to inflict a double tax ; he knew that even if a mistake had been made the Commissioner was bound to refund the money, yet he did not scruple to state the contrary without the slightest reservation. He evidently acted on the principle that " one fool makes many." We do not wish it to be inferred that we set down Mr Rhodes as a fool. Far from it. What we mean is that he acted the part of a fool in the hope of befooling others. He wanted to frighten farmers into believing that capital would leave the country, and that consequently the rate of interest would go up. The honest truth is that money-lenders will be better off under the Land Tax than the Property Tax, and Mr Rhodes had to resort to this paltry quibble to try to support his contention. The bubble is burst now, so we can all go to bed comfortably and feel happy in the knowledge that there is no intention to ruin money-lenders. [634, 40, 780, 289]
service-entry: Subject: "Temperance Sermon." [339, 356, 445, 366]
news-paragraph: FOUND DEAD.—Edward Radigan, a resident in a Church Street, Auckland, formerly in the employ of the Customs, was found lying dead on the kitchen floor. He had been drinking heavily. [938, 178, 1108, 217]
ad-heading: ST. SAVIOUR'S CHURCH, TEMUKA. [347, 43, 459, 64]
or-to-label: Or to [177, 783, 194, 793]
lot-count: 4 [177, 200, 189, 223]
ad-body: THE BISHOP OF CHRISTCHURCH WILL VISIT TEMUKA [331, 65, 475, 84]
news-paragraph: THE TURN OF THE TIDE.—Unfortunately for our Tory friends all the elements are conspiring against them. In August a fearful amount of noise of the fact that for the first three months during which the present Government held office more people left the colony than came into it, the bubble has now burst up; the tide of immigration has now set in in favor of New Zealand. During the month of November 1900 persons arrived in the colony and 750 left. Thus in one month we have gained 1150 persons. It will be found that the Liberal Government will bring back our population. [786, 611, 932, 755]
news-paragraph: CHRISTMAS CARDS.—For choice of Christmas cards and booklets we have never seen in Temuka such variety, both in design and quality, as may be seen at Mr G. H. Wiggin's. Noticeable are the new frosted cards to represent snow, also the society cards (with envelopes to match), embossed cards, and cards inlaid with gold. A beautiful card is the Japanese, embossed with forget-me-nots and daisies. The hand-painted and satin cards are works of art. The comic cards, with which you can crack a joke with absent friends, are also unique. The Dock-on-leans (How's a), the Dead Sea, etc., are suitable for our Scotch friends. A beautiful card is the hand-painted Scotch thistle on royal Stuart tartan. The booklets are extraordinary, taking the shape of insects and flowers, and opening which are found selections from the best authors, and examples of the work of talented artists. The street sketches of London life, the Dawn of Life, the Heavenly Way, Old Oaks, and Longfellow's and Burns' pictures are both uncommon and beautiful. The cards are a special importation of Mr Wiggin's, and were specially selected for him. The buyer's good taste and discrimination being amply evidenced by the array of choice and beautiful cards above alluded to. [938, 1206, 1108, 1456]
lot-description: ¾-bred Ewes, good percentage of lambs [42, 294, 153, 313]
news-paragraph: THE CONCERT AND DANCE AT WINCHESTER.—In consequence of the Winchester Sports Committee having secured the Public Hall for the evening of the 16th December, the Winchester School Committee have found it necessary to postpone their concert and dance until the 23rd December, when they hope to have a large gathering. [938, 315, 1108, 392]
ad-body: LOOK OUT! For the GRAND TEMPERANCE SOCIAL to be held in the Volunteer Hall, Temuka, on FRIDAY EVENING, DECEMBER 11TH. The Rev. Mr Isitt, of Christchurch, will give an address. [331, 465, 475, 523]
ad-heading: ANGLO-INDIA GAUZE GOODS. [189, 1284, 311, 1308]
location-heading: WAIHI BUSH, [220, 325, 280, 336]
ad-signature: F. ARCHER, Clerk to Board. [381, 1062, 475, 1072]
school-concert-ad [330, 647, 476, 765]
ad-body: MR ELLIS respectfully reminds his Customers that he DOES NOT SELL FRUIT IN THE ORARI STATION ORCHARD TO BE CONSUMED THERE. [331, 768, 475, 806]
ad-body: We are now booking orders for delivery at Timaru or at our Stores at Winchester, Orari, and Geraldine. [7, 873, 169, 902]
ad-signature: D. HOARE, Seadown and Kerrytown. [46, 1358, 169, 1368]
sale-date: WEDNESDAY, 9TH DECEMBER. [191, 724, 309, 734]
also-label: Also, [241, 494, 259, 504]
analysis-line: Ammoniac Phosphate of Lime (equal to Tribasic Phosphate of Lime, rendered soluble, 33.26) 21.25 [7, 770, 169, 799]
road-board-notice [330, 971, 476, 1077]
product-heading: PACKARD'S ENGLISH SUPER-PHOSPHATE. [28, 645, 148, 669]
wesleyan-notice [330, 311, 476, 382]
